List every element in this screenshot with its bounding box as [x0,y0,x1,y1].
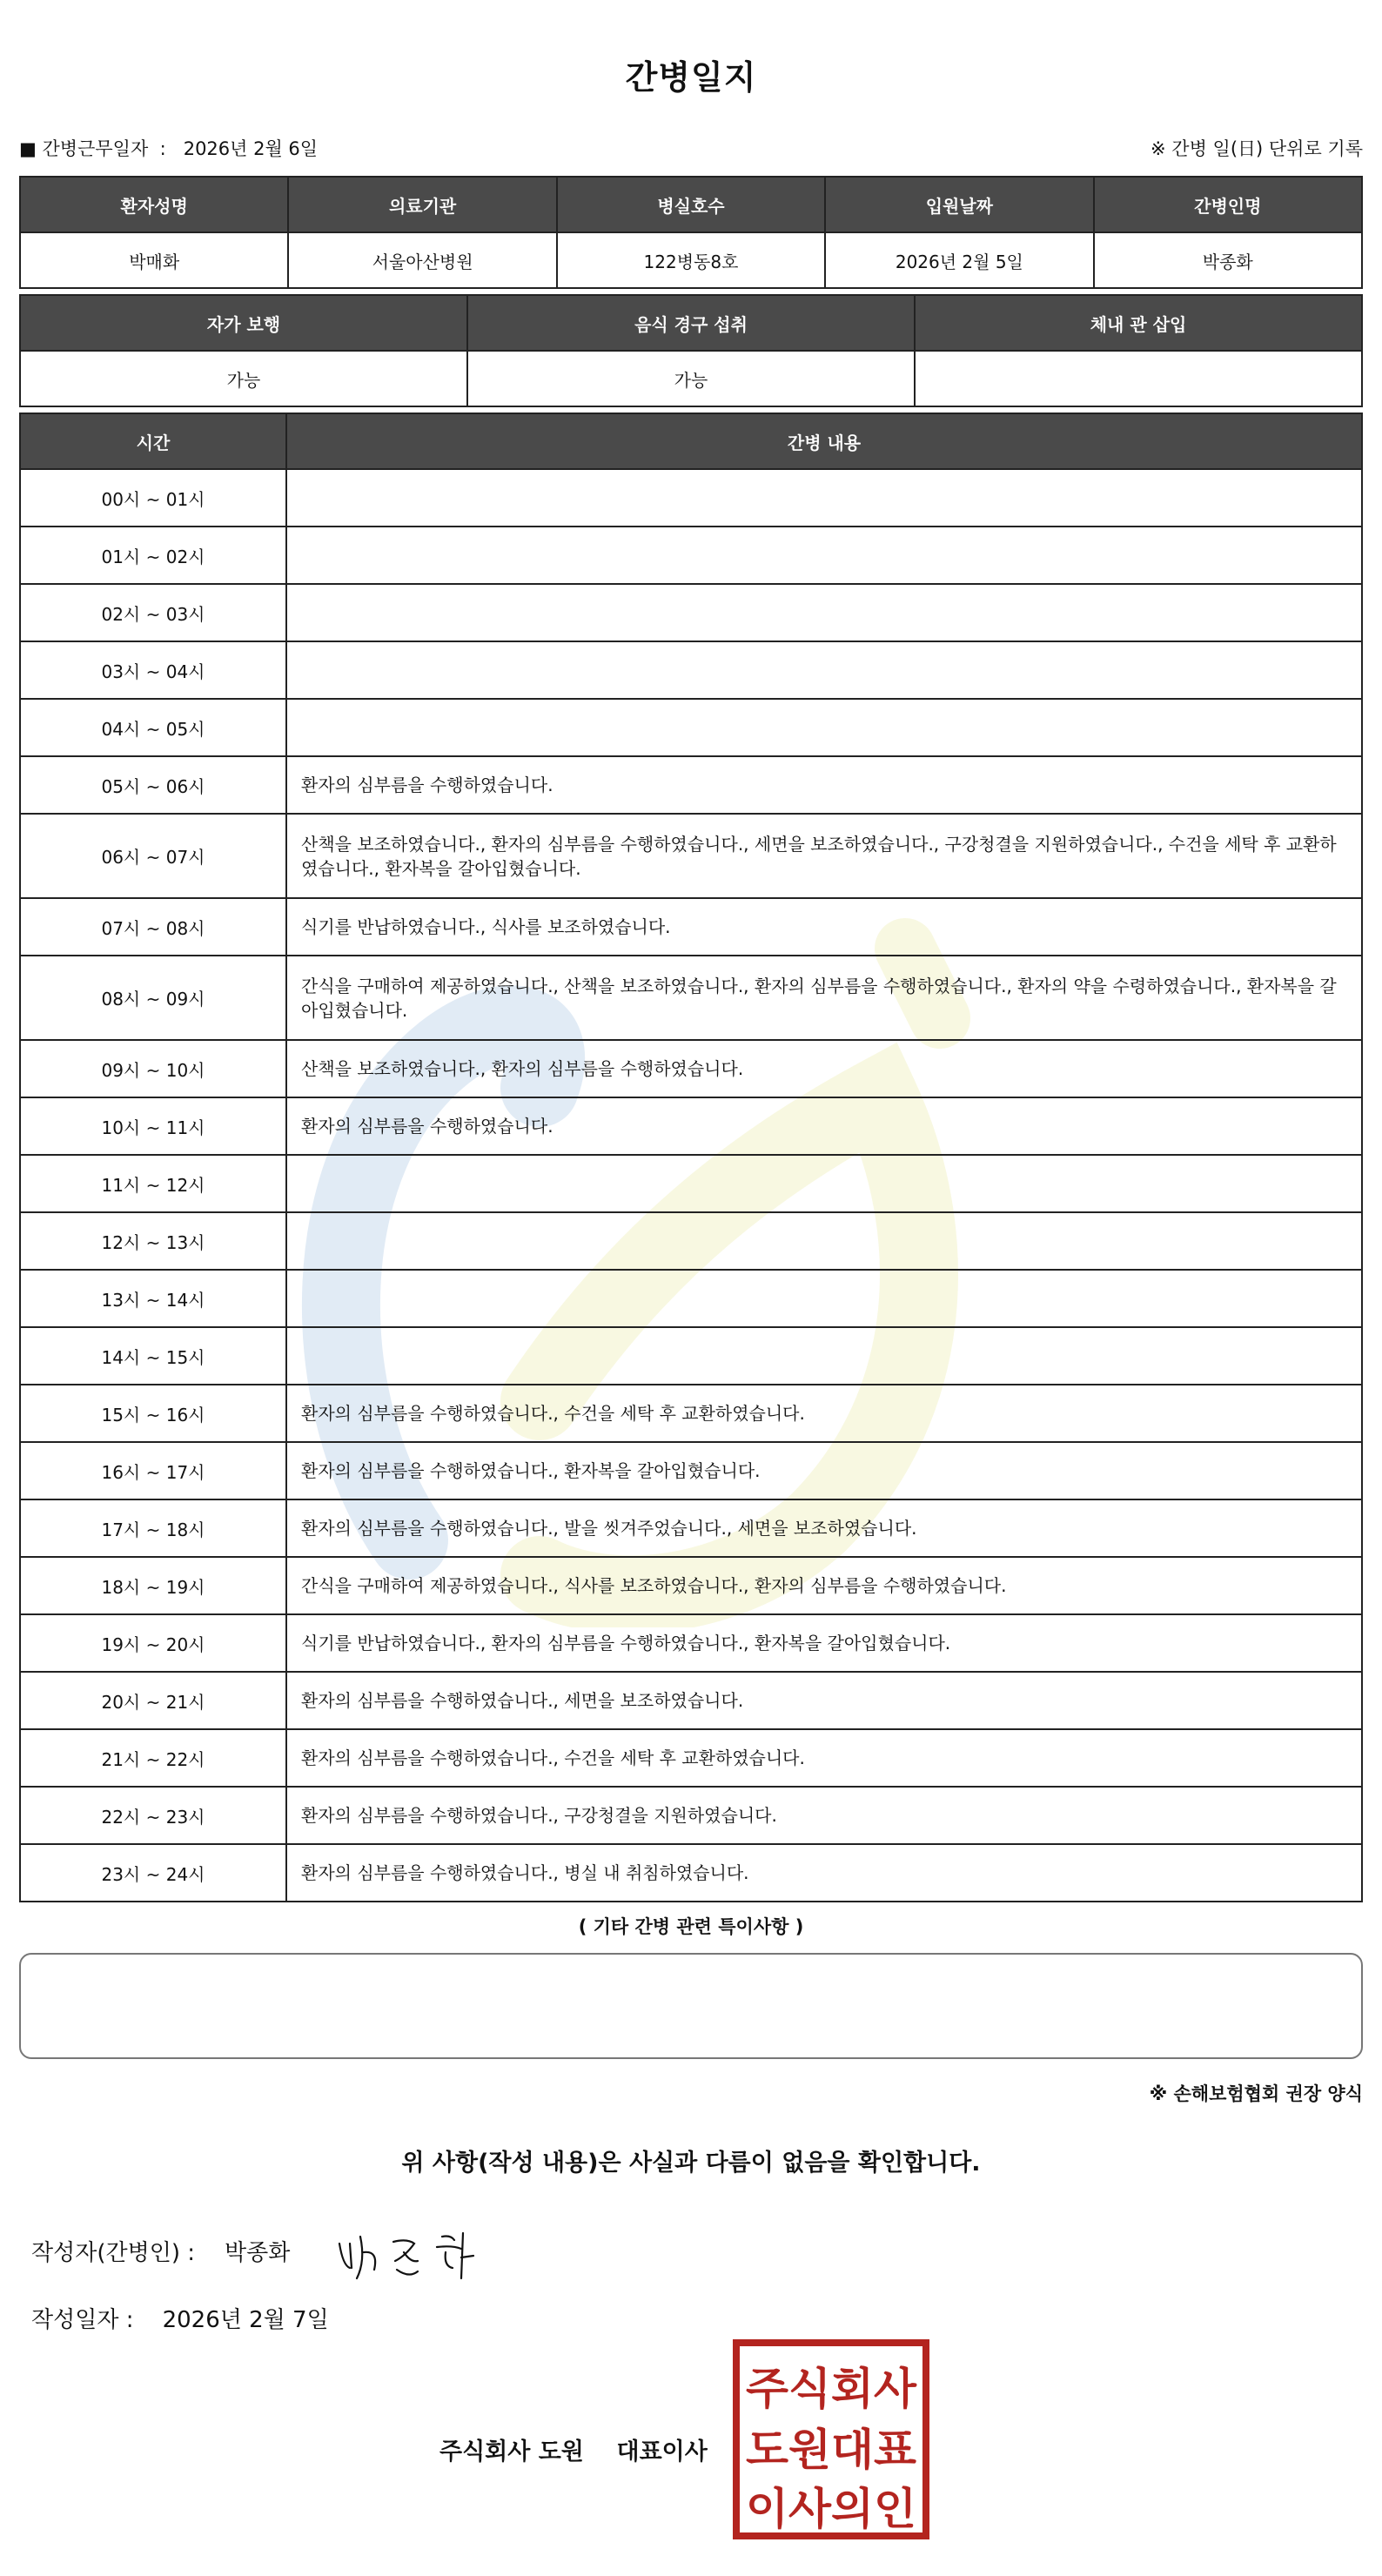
care-content: 환자의 심부름을 수행하였습니다., 병실 내 취침하였습니다. [286,1844,1362,1902]
care-content: 환자의 심부름을 수행하였습니다., 발을 씻겨주었습니다., 세면을 보조하였습니다. [286,1499,1362,1557]
status-value-row [20,351,1362,406]
care-log-header-row [20,413,1362,469]
table-row [20,1097,1362,1155]
table-row [20,1499,1362,1557]
care-content [286,527,1362,584]
time-slot: 00시 ~ 01시 [20,469,286,527]
care-content: 환자의 심부름을 수행하였습니다., 세면을 보조하였습니다. [286,1672,1362,1729]
care-content: 환자의 심부름을 수행하였습니다., 수건을 세탁 후 교환하였습니다. [286,1729,1362,1787]
table-row [20,1212,1362,1270]
care-content: 환자의 심부름을 수행하였습니다., 환자복을 갈아입혔습니다. [286,1442,1362,1499]
time-slot: 22시 ~ 23시 [20,1787,286,1844]
work-date [19,135,318,161]
time-slot: 08시 ~ 09시 [20,956,286,1040]
time-slot: 17시 ~ 18시 [20,1499,286,1557]
walking-status: 가능 [20,351,467,406]
tube-status [915,351,1362,406]
company-seal [733,2339,929,2539]
date-written-value: 2026년 2월 7일 [162,2307,329,2333]
table-row [20,1155,1362,1212]
table-row [20,814,1362,898]
admission-date: 2026년 2월 5일 [825,232,1093,288]
care-content: 환자의 심부름을 수행하였습니다. [286,1097,1362,1155]
time-slot: 16시 ~ 17시 [20,1442,286,1499]
care-content: 환자의 심부름을 수행하였습니다., 구강청결을 지원하였습니다. [286,1787,1362,1844]
patient-info-header-row [20,177,1362,232]
status-header-row [20,295,1362,351]
care-content: 산책을 보조하였습니다., 환자의 심부름을 수행하였습니다. [286,1040,1362,1097]
time-slot: 10시 ~ 11시 [20,1097,286,1155]
care-content [286,1155,1362,1212]
svg-text:도원대표: 도원대표 [746,2425,917,2475]
work-date-separator: : [159,138,166,159]
patient-status-table [19,294,1363,407]
handwritten-signature [331,2217,487,2287]
header-hospital: 의료기관 [288,177,556,232]
time-slot: 15시 ~ 16시 [20,1385,286,1442]
time-slot: 01시 ~ 02시 [20,527,286,584]
table-row [20,469,1362,527]
care-content: 환자의 심부름을 수행하였습니다., 수건을 세탁 후 교환하였습니다. [286,1385,1362,1442]
table-row [20,641,1362,699]
header-caregiver: 간병인명 [1094,177,1362,232]
table-row [20,756,1362,814]
care-content: 산책을 보조하였습니다., 환자의 심부름을 수행하였습니다., 세면을 보조하였습니다., 구강청결을 지원하였습니다., 수건을 세탁 후 교환하였습니다., 환자복을 갈아입혔습니다. [286,814,1362,898]
table-row [20,1040,1362,1097]
header-tube: 체내 관 삽입 [915,295,1362,351]
work-date-label: ■ 간병근무일자 [19,138,149,159]
table-row [20,1327,1362,1385]
table-row [20,1729,1362,1787]
header-care-content: 간병 내용 [286,413,1362,469]
time-slot: 19시 ~ 20시 [20,1614,286,1672]
company-name: 주식회사 도원 대표이사 [439,2438,708,2465]
care-content [286,1327,1362,1385]
time-slot: 05시 ~ 06시 [20,756,286,814]
header-patient-name: 환자성명 [20,177,288,232]
table-row [20,1844,1362,1902]
time-slot: 09시 ~ 10시 [20,1040,286,1097]
care-content [286,1270,1362,1327]
confirmation-text: 위 사항(작성 내용)은 사실과 다름이 없음을 확인합니다. [401,2150,981,2177]
table-row [20,699,1362,756]
care-content [286,469,1362,527]
time-slot: 04시 ~ 05시 [20,699,286,756]
table-row [20,527,1362,584]
time-slot: 23시 ~ 24시 [20,1844,286,1902]
svg-text:이사의인: 이사의인 [746,2484,916,2534]
care-content: 간식을 구매하여 제공하였습니다., 산책을 보조하였습니다., 환자의 심부름을 수행하였습니다., 환자의 약을 수령하였습니다., 환자복을 갈아입혔습니다. [286,956,1362,1040]
table-row [20,898,1362,956]
care-content [286,1212,1362,1270]
room-number: 122병동8호 [557,232,825,288]
special-notes-label: ( 기타 간병 관련 특이사항 ) [578,1916,804,1937]
header-walking: 자가 보행 [20,295,467,351]
table-row [20,1442,1362,1499]
time-slot: 12시 ~ 13시 [20,1212,286,1270]
header-room: 병실호수 [557,177,825,232]
time-slot: 11시 ~ 12시 [20,1155,286,1212]
care-content: 환자의 심부름을 수행하였습니다. [286,756,1362,814]
table-row [20,1385,1362,1442]
special-notes-box[interactable] [19,1953,1363,2059]
table-row [20,1557,1362,1614]
patient-info-table [19,176,1363,289]
header-time: 시간 [20,413,286,469]
date-written [31,2302,329,2334]
date-written-label: 작성일자 : [31,2307,134,2333]
table-row [20,1787,1362,1844]
time-slot: 13시 ~ 14시 [20,1270,286,1327]
svg-text:주식회사: 주식회사 [746,2364,917,2414]
work-date-value: 2026년 2월 6일 [183,138,319,159]
time-slot: 14시 ~ 15시 [20,1327,286,1385]
page-title: 간병일지 [625,58,757,97]
header-oral-intake: 음식 경구 섭취 [467,295,915,351]
time-slot: 20시 ~ 21시 [20,1672,286,1729]
time-slot: 02시 ~ 03시 [20,584,286,641]
care-content [286,584,1362,641]
unit-note: ※ 간병 일(日) 단위로 기록 [1151,138,1363,159]
table-row [20,956,1362,1040]
hospital: 서울아산병원 [288,232,556,288]
recommend-note: ※ 손해보험협회 권장 양식 [1149,2083,1363,2104]
writer-label: 작성자(간병인) : [31,2240,196,2266]
patient-name: 박매화 [20,232,288,288]
time-slot: 07시 ~ 08시 [20,898,286,956]
time-slot: 21시 ~ 22시 [20,1729,286,1787]
table-row [20,1614,1362,1672]
care-content: 식기를 반납하였습니다., 식사를 보조하였습니다. [286,898,1362,956]
care-content: 식기를 반납하였습니다., 환자의 심부름을 수행하였습니다., 환자복을 갈아입혔습니다. [286,1614,1362,1672]
table-row [20,1270,1362,1327]
time-slot: 06시 ~ 07시 [20,814,286,898]
time-slot: 18시 ~ 19시 [20,1557,286,1614]
caregiver-name: 박종화 [1094,232,1362,288]
writer-name: 박종화 [225,2240,291,2266]
table-row [20,1672,1362,1729]
care-log-table [19,413,1363,1902]
header-admission-date: 입원날짜 [825,177,1093,232]
care-content [286,641,1362,699]
care-content [286,699,1362,756]
time-slot: 03시 ~ 04시 [20,641,286,699]
patient-info-value-row [20,232,1362,288]
table-row [20,584,1362,641]
oral-intake-status: 가능 [467,351,915,406]
care-content: 간식을 구매하여 제공하였습니다., 식사를 보조하였습니다., 환자의 심부름을 수행하였습니다. [286,1557,1362,1614]
